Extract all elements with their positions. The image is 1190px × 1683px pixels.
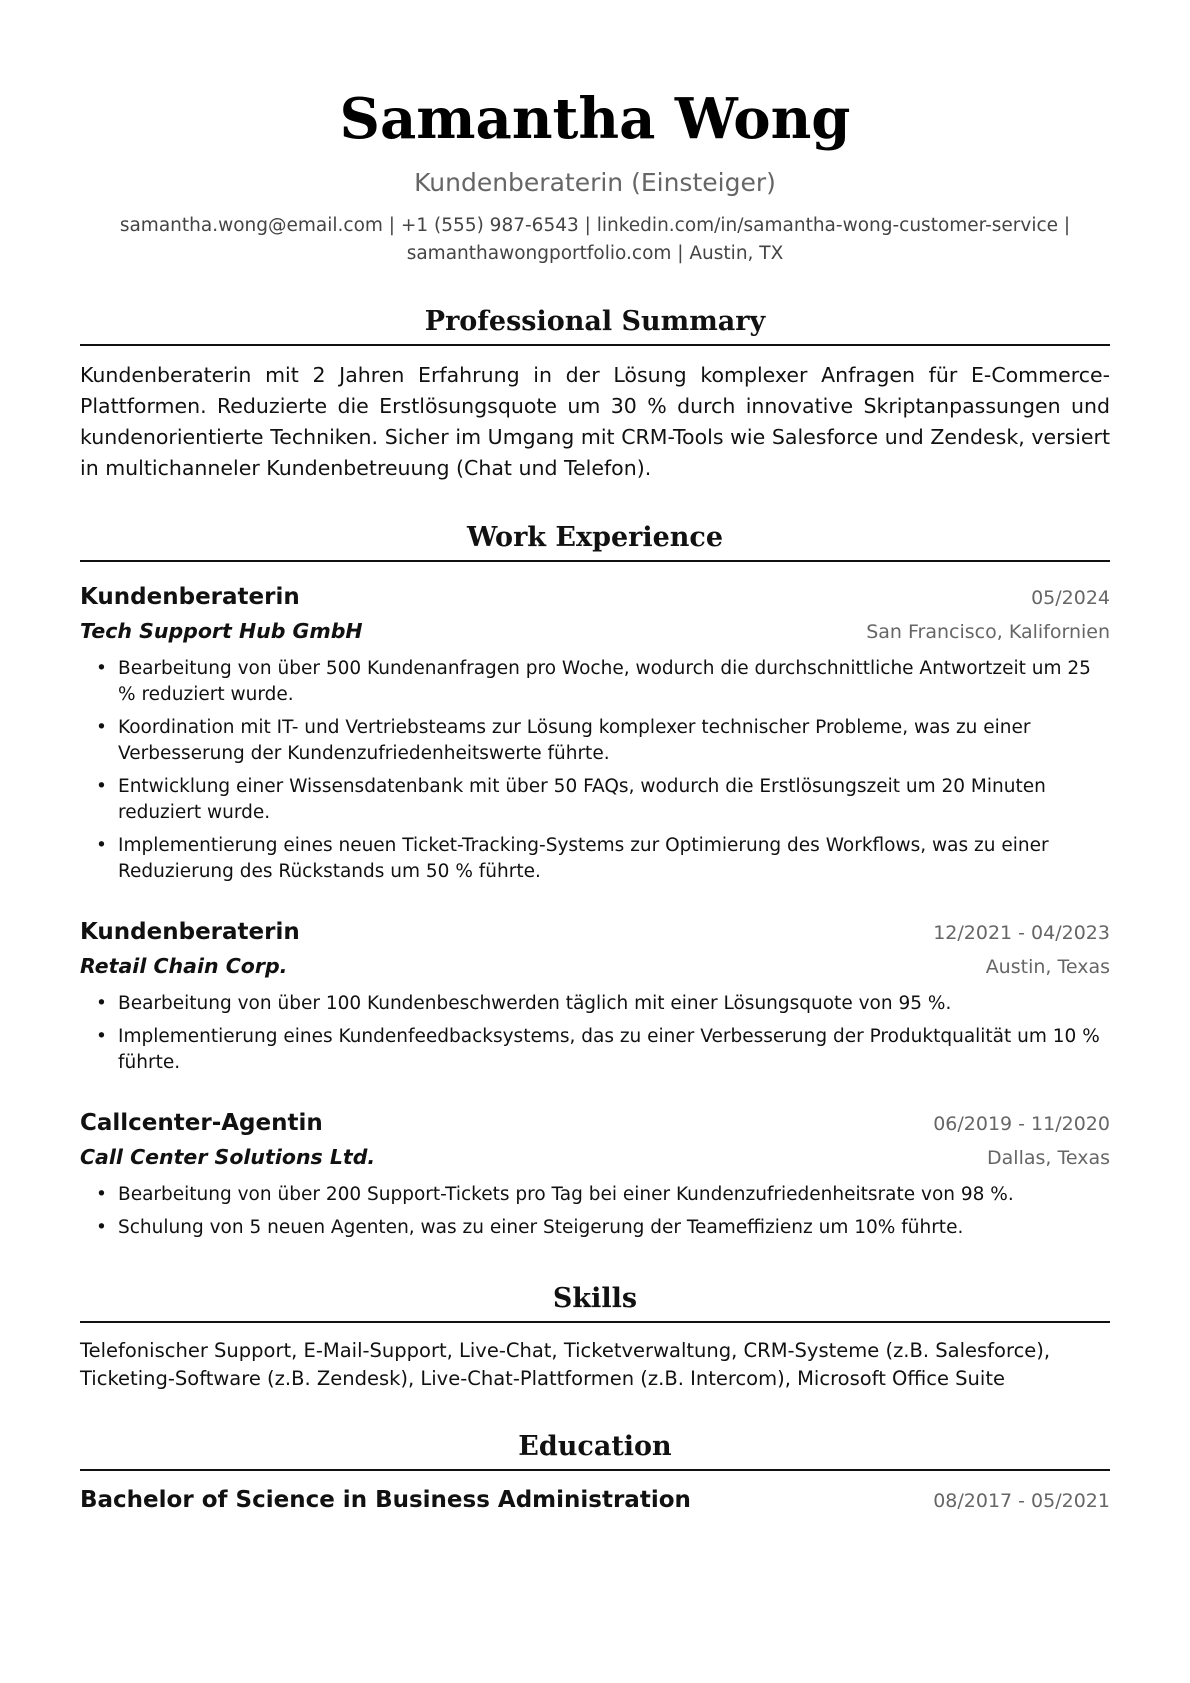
summary-text: Kundenberaterin mit 2 Jahren Erfahrung in der Lösung komplexer Anfragen für E-Commerce-Plattformen. Reduzierte die Erstlösungsquote um 30 % durch innovative Skriptanpassungen und kundenorientierte Techniken. Sicher im Umgang mit CRM-Tools wie Salesforce und Zendesk, versiert in multichanneler Kundenbetreuung (Chat und Telefon).: [80, 363, 1110, 480]
job-company: Call Center Solutions Ltd.: [80, 1145, 376, 1169]
skills-heading: Skills: [80, 1281, 1110, 1323]
experience-heading: Work Experience: [80, 520, 1110, 562]
education-section: [80, 1429, 1110, 1517]
job-company: Tech Support Hub GmbH: [80, 619, 363, 643]
job-role: Callcenter-Agentin: [80, 1110, 323, 1136]
job-location: Dallas, Texas: [987, 1147, 1110, 1169]
contact-info: [80, 212, 1110, 268]
job-role: Kundenberaterin: [80, 584, 300, 610]
experience-section: [80, 520, 1110, 1241]
job-bullets: [80, 656, 1110, 885]
job-bullet: • Bearbeitung von über 200 Support-Tickets pro Tag bei einer Kundenzufriedenheitsrate von 98 %.: [118, 1182, 1110, 1208]
candidate-title: Kundenberaterin (Einsteiger): [414, 168, 776, 197]
job-bullet: • Bearbeitung von über 500 Kundenanfragen pro Woche, wodurch die durchschnittliche Antwortzeit um 25 % reduziert wurde.: [118, 656, 1110, 708]
job-bullets: [80, 991, 1110, 1076]
job-company: Retail Chain Corp.: [80, 954, 288, 978]
job-bullet: • Bearbeitung von über 100 Kundenbeschwerden täglich mit einer Lösungsquote von 95 %.: [118, 991, 1110, 1017]
job-role: Kundenberaterin: [80, 919, 300, 945]
job-date: 12/2021 - 04/2023: [933, 922, 1110, 944]
contact-line-1: samantha.wong@email.com | +1 (555) 987-6543 | linkedin.com/in/samantha-wong-customer-service |: [119, 215, 1071, 236]
skills-text: Telefonischer Support, E-Mail-Support, Live-Chat, Ticketverwaltung, CRM-Systeme (z.B. Salesforce), Ticketing-Software (z.B. Zendesk), Live-Chat-Plattformen (z.B. Intercom), Microsoft Office Suite: [80, 1339, 1051, 1390]
job-date: 05/2024: [1031, 587, 1110, 609]
job-bullet: • Entwicklung einer Wissensdatenbank mit über 50 FAQs, wodurch die Erstlösungszeit um 20 Minuten reduziert wurde.: [118, 774, 1110, 826]
skills-section: [80, 1281, 1110, 1393]
job-bullets: [80, 1182, 1110, 1241]
job-bullet: • Schulung von 5 neuen Agenten, was zu einer Steigerung der Teameffizienz um 10% führte.: [118, 1215, 1110, 1241]
candidate-name: Samantha Wong: [339, 86, 851, 152]
job-bullet: • Implementierung eines neuen Ticket-Tracking-Systems zur Optimierung des Workflows, was zu einer Reduzierung des Rückstands um 50 % führte.: [118, 833, 1110, 885]
job-date: 06/2019 - 11/2020: [933, 1113, 1110, 1135]
summary-section: [80, 304, 1110, 484]
job-location: San Francisco, Kalifornien: [866, 621, 1110, 643]
job-bullet: • Implementierung eines Kundenfeedbacksystems, das zu einer Verbesserung der Produktqualität um 10 % führte.: [118, 1024, 1110, 1076]
education-heading: Education: [80, 1429, 1110, 1471]
degree-date: 08/2017 - 05/2021: [933, 1490, 1110, 1512]
job-entry: [80, 580, 1110, 885]
summary-heading: Professional Summary: [80, 304, 1110, 346]
job-bullet: • Koordination mit IT- und Vertriebsteams zur Lösung komplexer technischer Probleme, was zu einer Verbesserung der Kundenzufriedenheitswerte führte.: [118, 715, 1110, 767]
job-location: Austin, Texas: [985, 956, 1110, 978]
contact-line-2: samanthawongportfolio.com | Austin, TX: [406, 243, 784, 264]
job-entry: [80, 1106, 1110, 1241]
job-entry: [80, 915, 1110, 1076]
degree-title: Bachelor of Science in Business Administration: [80, 1487, 691, 1513]
